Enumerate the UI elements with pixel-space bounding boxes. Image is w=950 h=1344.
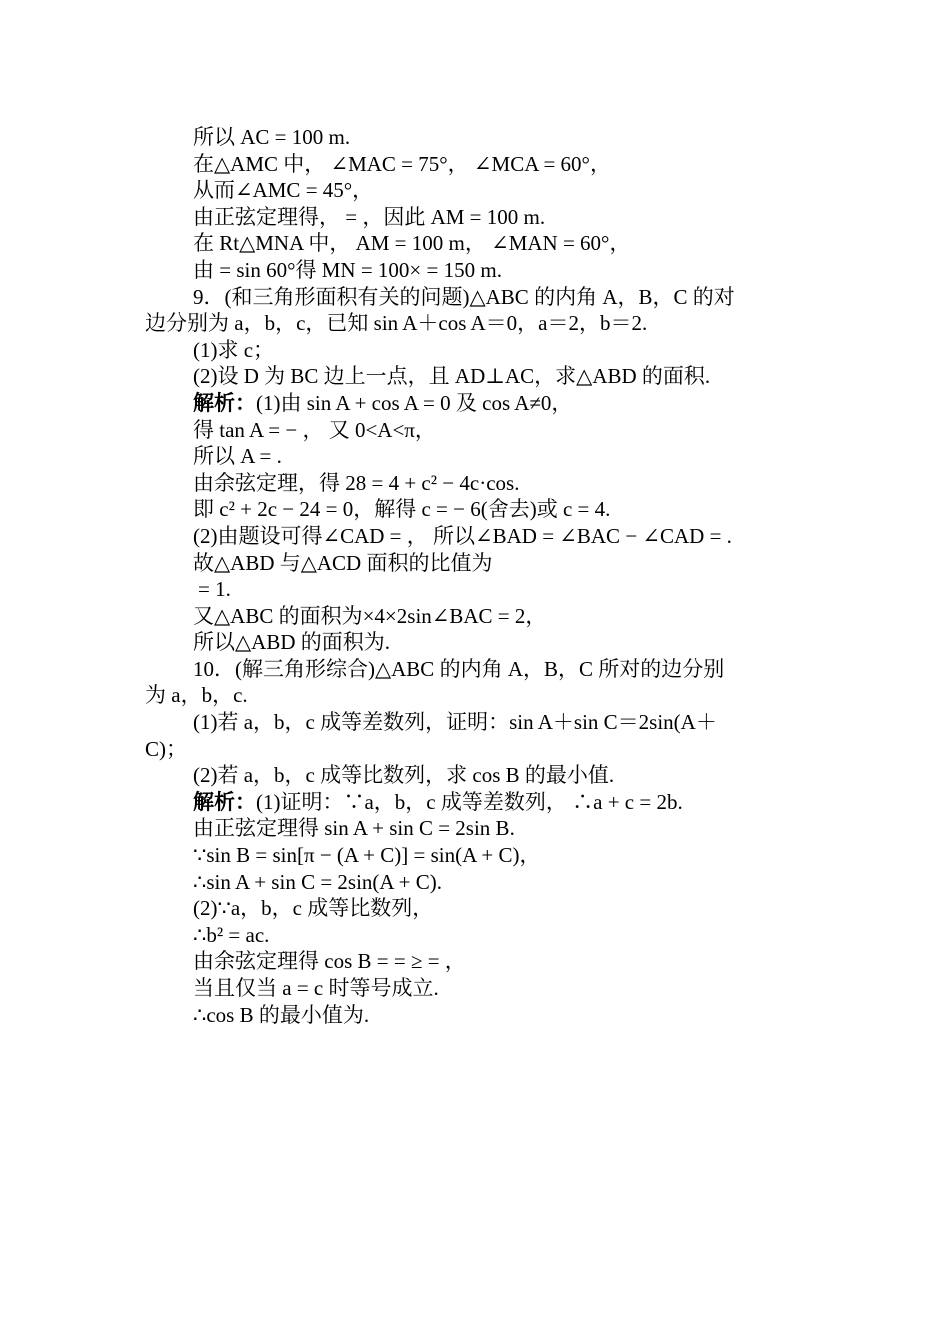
line-text: 在△AMC 中， ∠MAC = 75°， ∠MCA = 60°， (193, 151, 611, 176)
line-text: 边分别为 a，b，c，已知 sin A＋cos A＝0，a＝2，b＝2. (145, 311, 648, 336)
text-line (0, 629, 950, 656)
line-text: 所以△ABD 的面积为. (193, 630, 390, 655)
text-line (0, 815, 950, 842)
text-line (0, 869, 950, 896)
text-line (0, 523, 950, 550)
line-text: ∴cos B 的最小值为. (193, 1002, 370, 1027)
text-line (0, 390, 950, 417)
text-line (0, 1002, 950, 1029)
text-line (0, 151, 950, 178)
text-line (0, 470, 950, 497)
line-text: 9．(和三角形面积有关的问题)△ABC 的内角 A，B，C 的对 (193, 284, 735, 309)
line-text: ∴sin A + sin C = 2sin(A + C). (193, 869, 443, 894)
text-line (0, 124, 950, 151)
analysis-label: 解析： (193, 390, 256, 415)
text-line (0, 284, 950, 311)
text-line (0, 682, 950, 709)
text-line (0, 496, 950, 523)
analysis-label: 解析： (193, 789, 256, 814)
line-text: 由正弦定理得 sin A + sin C = 2sin B. (193, 816, 515, 841)
text-line (0, 310, 950, 337)
document-body (0, 124, 950, 1028)
line-text: 得 tan A = − ， 又 0<A<π， (193, 417, 436, 442)
line-text: 在 Rt△MNA 中， AM = 100 m， ∠MAN = 60°， (193, 231, 631, 256)
text-line (0, 230, 950, 257)
text-line (0, 842, 950, 869)
line-text: 故△ABD 与△ACD 面积的比值为 (193, 550, 493, 575)
line-text: 由余弦定理，得 28 = 4 + c² − 4c·cos. (193, 470, 520, 495)
text-line (0, 975, 950, 1002)
text-line (0, 922, 950, 949)
line-text: (1)证明：∵a，b，c 成等差数列， ∴a + c = 2b. (256, 789, 683, 814)
text-line (0, 736, 950, 763)
text-line (0, 762, 950, 789)
line-text: (2)由题设可得∠CAD = ， 所以∠BAD = ∠BAC − ∠CAD = . (193, 523, 732, 548)
line-text: ∵sin B = sin[π − (A + C)] = sin(A + C)， (193, 843, 541, 868)
line-text: (1)若 a，b，c 成等差数列，证明：sin A＋sin C＝2sin(A＋ (193, 710, 717, 735)
text-line (0, 550, 950, 577)
text-line (0, 895, 950, 922)
line-text: = 1. (198, 577, 231, 602)
text-line (0, 603, 950, 630)
line-text: 由正弦定理得， = ，因此 AM = 100 m. (193, 204, 546, 229)
text-line (0, 789, 950, 816)
line-text: 又△ABC 的面积为×4×2sin∠BAC = 2， (193, 603, 547, 628)
line-text: 所以 A = . (193, 444, 282, 469)
line-text: 即 c² + 2c − 24 = 0，解得 c = − 6(舍去)或 c = 4. (193, 497, 611, 522)
line-text: C)； (145, 736, 187, 761)
line-text: (1)求 c； (193, 337, 275, 362)
text-line (0, 417, 950, 444)
text-line (0, 177, 950, 204)
text-line (0, 948, 950, 975)
line-text: 为 a，b，c. (145, 683, 248, 708)
line-text: 所以 AC = 100 m. (193, 125, 351, 149)
line-text: ∴b² = ac. (193, 922, 270, 947)
line-text: (2)设 D 为 BC 边上一点，且 AD⊥AC，求△ABD 的面积. (193, 364, 711, 389)
line-text: 由 = sin 60°得 MN = 100× = 150 m. (193, 257, 502, 282)
line-text: 10．(解三角形综合)△ABC 的内角 A，B，C 所对的边分别 (193, 656, 725, 681)
line-text: 从而∠AMC = 45°， (193, 178, 374, 203)
line-text: (2)∵a，b，c 成等比数列， (193, 896, 434, 921)
text-line (0, 257, 950, 284)
text-line (0, 204, 950, 231)
text-line (0, 337, 950, 364)
line-text: 当且仅当 a = c 时等号成立. (193, 976, 439, 1000)
line-text: (2)若 a，b，c 成等比数列，求 cos B 的最小值. (193, 763, 615, 788)
line-text: (1)由 sin A + cos A = 0 及 cos A≠0， (256, 390, 573, 415)
text-line (0, 443, 950, 470)
text-line (0, 576, 950, 603)
text-line (0, 656, 950, 683)
text-line (0, 709, 950, 736)
text-line (0, 363, 950, 390)
line-text: 由余弦定理得 cos B = = ≥ = ， (193, 949, 466, 974)
